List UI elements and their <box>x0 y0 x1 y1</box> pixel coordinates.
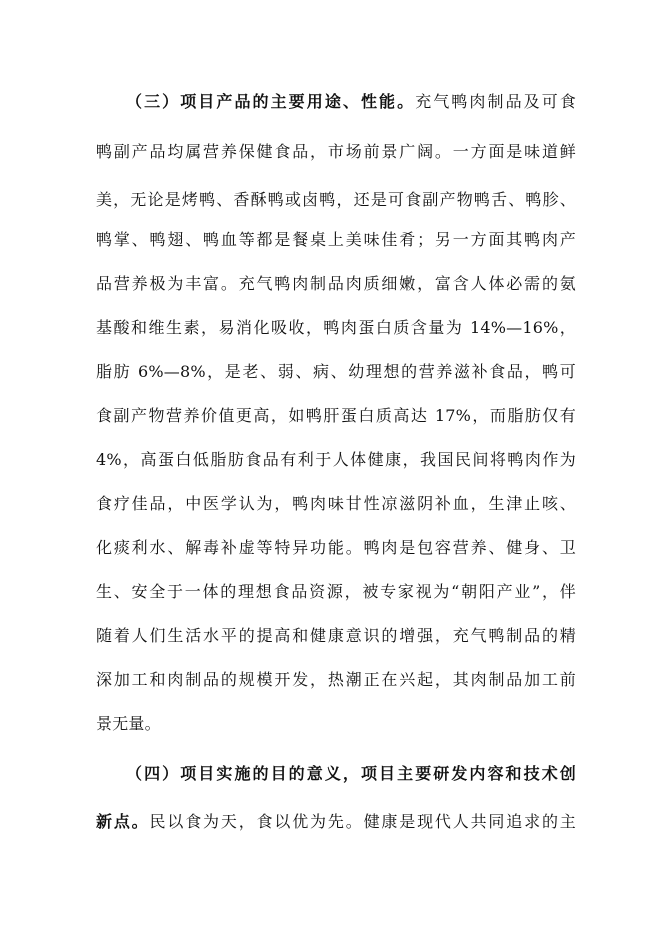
paragraph-line: 深加工和肉制品的规模开发，热潮正在兴起，其肉制品加工前 <box>96 670 576 689</box>
paragraph-line: 品营养极为丰富。充气鸭肉制品肉质细嫩，富含人体必需的氨 <box>96 274 576 293</box>
paragraph-line: 鸭掌、鸭翅、鸭血等都是餐桌上美味佳肴；另一方面其鸭肉产 <box>96 230 576 249</box>
paragraph-line: 随着人们生活水平的提高和健康意识的增强，充气鸭制品的精 <box>96 626 576 645</box>
paragraph-line: 生、安全于一体的理想食品资源，被专家视为“朝阳产业”，伴 <box>96 582 576 601</box>
section-heading: （四）项目实施的目的意义，项目主要研发内容和技术创 <box>126 764 576 783</box>
paragraph-line: 基酸和维生素，易消化吸收，鸭肉蛋白质含量为 14%—16%， <box>96 318 576 337</box>
paragraph-line: 脂肪 6%—8%，是老、弱、病、幼理想的营养滋补食品，鸭可 <box>96 362 576 381</box>
paragraph-line: 食疗佳品，中医学认为，鸭肉味甘性凉滋阴补血，生津止咳、 <box>96 494 576 513</box>
paragraph-line <box>96 806 576 838</box>
paragraph-text: 充气鸭肉制品及可食 <box>415 92 576 111</box>
paragraph-line: 鸭副产品均属营养保健食品，市场前景广阔。一方面是味道鲜 <box>96 142 576 161</box>
paragraph-line <box>126 86 576 118</box>
paragraph-line: 4%，高蛋白低脂肪食品有利于人体健康，我国民间将鸭肉作为 <box>96 450 576 469</box>
paragraph-line: 景无量。 <box>96 714 161 733</box>
section-heading-continued: 新点。 <box>96 812 150 831</box>
paragraph-line: 美，无论是烤鸭、香酥鸭或卤鸭，还是可食副产物鸭舌、鸭胗、 <box>96 190 576 209</box>
paragraph-line: 食副产物营养价值更高，如鸭肝蛋白质高达 17%，而脂肪仅有 <box>96 406 576 425</box>
section-heading: （三）项目产品的主要用途、性能。 <box>126 92 416 111</box>
paragraph-line: 化痰利水、解毒补虚等特异功能。鸭肉是包容营养、健身、卫 <box>96 538 576 557</box>
paragraph-text: 民以食为天，食以优为先。健康是现代人共同追求的主 <box>149 812 576 831</box>
